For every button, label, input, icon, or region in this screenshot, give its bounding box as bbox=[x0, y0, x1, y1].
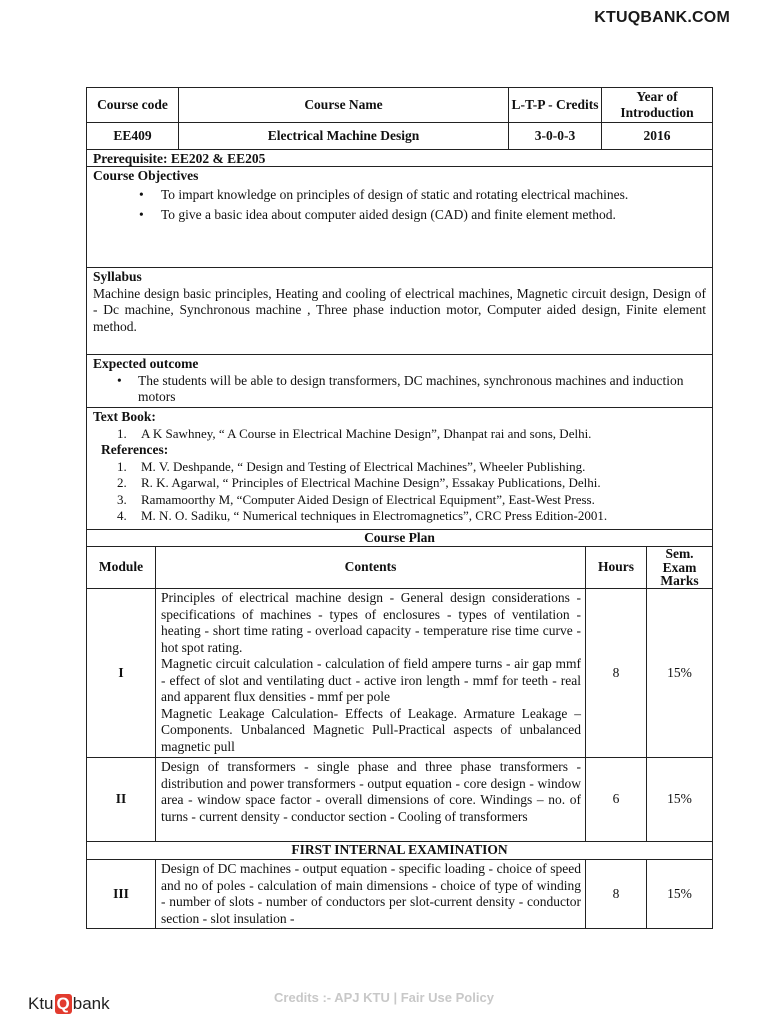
site-brand: KTUQBANK.COM bbox=[594, 9, 730, 26]
objectives-title: Course Objectives bbox=[93, 168, 199, 183]
module-number: I bbox=[87, 589, 156, 758]
syllabus-document bbox=[86, 87, 712, 929]
syllabus-title: Syllabus bbox=[93, 269, 142, 284]
references-title: References: bbox=[101, 442, 169, 457]
content-paragraph: Magnetic circuit calculation - calculation of field ampere turns - air gap mmf - effect of slot and ventilating duct - active iron length - mmf for teeth - real and apparent flux densities - mmf per pole bbox=[161, 656, 581, 704]
textbook-list bbox=[93, 426, 706, 443]
header-ltp-credits: L-T-P - Credits bbox=[509, 88, 602, 123]
plan-header-contents: Contents bbox=[156, 547, 586, 589]
logo-right-text: bank bbox=[72, 994, 110, 1013]
header-course-name: Course Name bbox=[179, 88, 509, 123]
books-section bbox=[87, 408, 713, 530]
course-name: Electrical Machine Design bbox=[179, 123, 509, 150]
module-number: II bbox=[87, 758, 156, 842]
module-hours: 8 bbox=[586, 589, 647, 758]
module-marks: 15% bbox=[647, 589, 713, 758]
content-paragraph: Principles of electrical machine design - General design considerations - specifications of machines - types of enclosures - types of ventilation - heating - short time rating - overload capacity - temperature rise time curve - hot spot rating. bbox=[161, 590, 581, 655]
prerequisite: Prerequisite: EE202 & EE205 bbox=[87, 150, 713, 167]
list-item: • The students will be able to design transformers, DC machines, synchronous machines and induction motors bbox=[138, 373, 706, 405]
list-item: • To give a basic idea about computer aided design (CAD) and finite element method. bbox=[161, 205, 706, 226]
module-contents bbox=[156, 758, 586, 842]
header-course-code: Course code bbox=[87, 88, 179, 123]
objectives-list bbox=[93, 185, 706, 226]
exam-row: FIRST INTERNAL EXAMINATION bbox=[87, 842, 713, 860]
plan-header-hours: Hours bbox=[586, 547, 647, 589]
reference-entry: M. N. O. Sadiku, “ Numerical techniques in Electromagnetics”, CRC Press Edition-2001. bbox=[141, 508, 608, 523]
course-ltp: 3-0-0-3 bbox=[509, 123, 602, 150]
course-code: EE409 bbox=[87, 123, 179, 150]
reference-entry: M. V. Deshpande, “ Design and Testing of Electrical Machines”, Wheeler Publishing. bbox=[141, 458, 586, 474]
content-paragraph: Design of transformers - single phase and three phase transformers - distribution and power transformers - output equation - core design - window area - window space factor - overall dimensions of core. Windings – no. of turns - current density - conductor section - Cooling of transformers bbox=[161, 759, 581, 824]
module-marks: 15% bbox=[647, 860, 713, 929]
table-row bbox=[87, 589, 713, 758]
ktuqbank-logo bbox=[28, 994, 110, 1014]
syllabus-text: Machine design basic principles, Heating and cooling of electrical machines, Magnetic circuit design, Design of - Dc machine, Synchronous machine , Three phase induction motor, Computer aided design, Finite element method. bbox=[93, 285, 706, 334]
logo-left-text: Ktu bbox=[28, 994, 54, 1013]
module-hours: 8 bbox=[586, 860, 647, 929]
module-hours: 6 bbox=[586, 758, 647, 842]
plan-header-marks: Sem. Exam Marks bbox=[647, 547, 713, 589]
outcome-list bbox=[93, 373, 706, 405]
syllabus-section bbox=[87, 268, 713, 355]
outcome-section bbox=[87, 355, 713, 408]
textbook-entry: A K Sawhney, “ A Course in Electrical Machine Design”, Dhanpat rai and sons, Delhi. bbox=[141, 425, 592, 441]
table-row bbox=[87, 860, 713, 929]
reference-entry: Ramamoorthy M, “Computer Aided Design of Electrical Equipment”, East-West Press. bbox=[141, 491, 595, 507]
list-item: 4. M. N. O. Sadiku, “ Numerical techniques in Electromagnetics”, CRC Press Edition-2001. bbox=[117, 508, 608, 523]
course-year: 2016 bbox=[602, 123, 713, 150]
list-item: 1. A K Sawhney, “ A Course in Electrical Machine Design”, Dhanpat rai and sons, Delhi. bbox=[117, 425, 592, 441]
objectives-section bbox=[87, 167, 713, 268]
logo-q-mark: Q bbox=[56, 994, 70, 1013]
references-list bbox=[93, 459, 706, 525]
module-contents: Design of DC machines - output equation - specific loading - choice of speed and no of poles - calculation of main dimensions - choice of type of winding - number of slots - number of conductors per slot-current density - conductor section - slot insulation - bbox=[156, 860, 586, 929]
module-number: III bbox=[87, 860, 156, 929]
textbook-title: Text Book: bbox=[93, 409, 156, 424]
list-item: • To impart knowledge on principles of design of static and rotating electrical machines. bbox=[161, 185, 706, 206]
outcome-title: Expected outcome bbox=[93, 356, 199, 371]
reference-entry: R. K. Agarwal, “ Principles of Electrical Machine Design”, Essakay Publications, Delhi. bbox=[141, 475, 601, 490]
list-item: 1. M. V. Deshpande, “ Design and Testing of Electrical Machines”, Wheeler Publishing. bbox=[117, 458, 586, 474]
course-table bbox=[86, 87, 713, 530]
list-item: 3. Ramamoorthy M, “Computer Aided Design of Electrical Equipment”, East-West Press. bbox=[117, 491, 595, 507]
content-paragraph: Magnetic Leakage Calculation- Effects of Leakage. Armature Leakage –Components. Unbalanced Magnetic Pull-Practical aspects of unbalanced magnetic pull bbox=[161, 705, 581, 754]
table-row bbox=[87, 758, 713, 842]
module-contents bbox=[156, 589, 586, 758]
plan-header-module: Module bbox=[87, 547, 156, 589]
module-marks: 15% bbox=[647, 758, 713, 842]
course-plan-title: Course Plan bbox=[87, 530, 713, 547]
course-plan-table bbox=[86, 529, 713, 929]
header-year: Year of Introduction bbox=[602, 88, 713, 123]
credits-footer: Credits :- APJ KTU | Fair Use Policy bbox=[274, 990, 494, 1005]
list-item: 2. R. K. Agarwal, “ Principles of Electrical Machine Design”, Essakay Publications, Delhi. bbox=[117, 475, 601, 490]
